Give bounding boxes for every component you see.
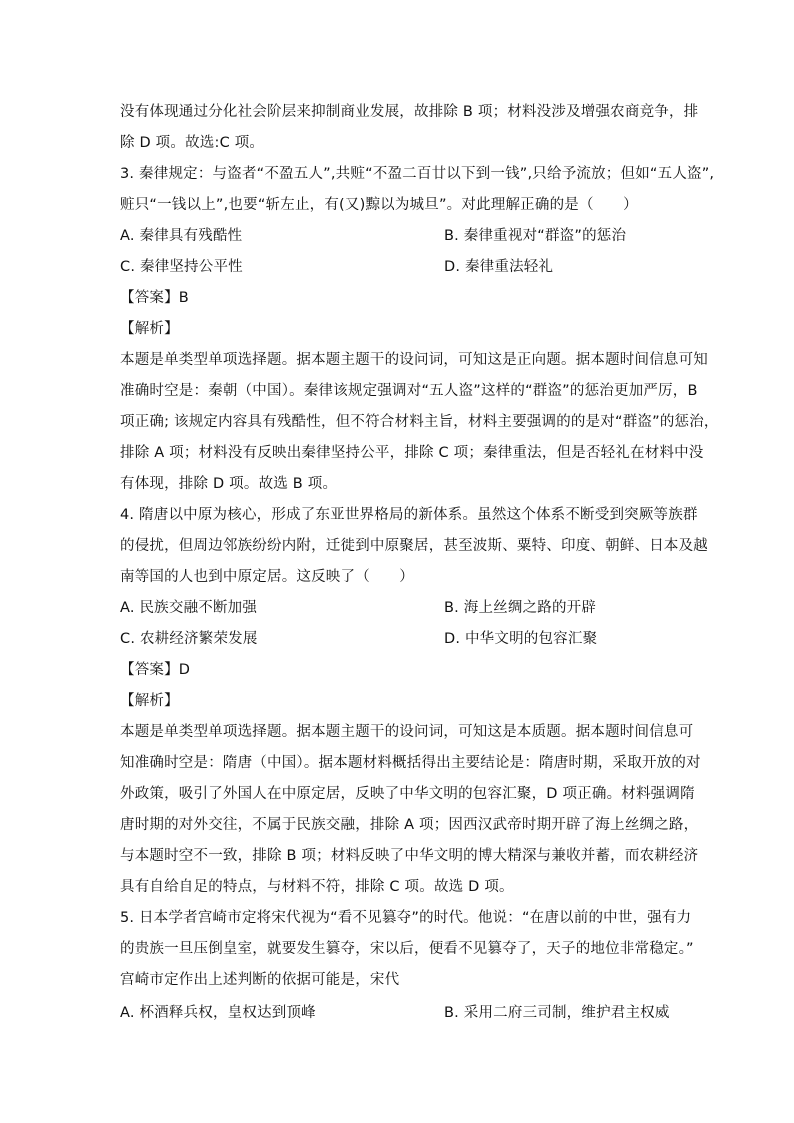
option-a: A. 秦律具有残酷性: [120, 228, 243, 244]
option-b: B. 采用二府三司制，维护君主权威: [444, 1005, 670, 1021]
analysis-text: 排除 A 项；材料没有反映出秦律坚持公平，排除 C 项；秦律重法，但是否轻礼在材料中没: [120, 445, 704, 461]
answer-label: 【答案】D: [120, 662, 191, 678]
analysis-text: 项正确; 该规定内容具有残酷性，但不符合材料主旨，材料主要强调的的是对“群盗”的惩治，: [120, 414, 719, 430]
analysis-text: 准确时空是：秦朝（中国）。秦律该规定强调对“五人盗”这样的“群盗”的惩治更加严厉，B: [120, 383, 698, 399]
analysis-text: 与本题时空不一致，排除 B 项；材料反映了中华文明的博大精深与兼收并蓄，而农耕经济: [120, 848, 699, 864]
question-5-stem: 的贵族一旦压倒皇室，就要发生篡夺，宋以后，便看不见篡夺了，天子的地位非常稳定。”: [120, 941, 694, 957]
text-line: 除 D 项。故选:C 项。: [120, 135, 265, 151]
question-5-stem: 5. 日本学者宫崎市定将宋代视为“看不见篡夺”的时代。他说：“在唐以前的中世，强有力: [120, 910, 692, 926]
option-d: D. 中华文明的包容汇聚: [444, 631, 598, 647]
option-b: B. 秦律重视对“群盗”的惩治: [444, 228, 627, 244]
option-d: D. 秦律重法轻礼: [444, 259, 554, 275]
analysis-text: 具有自给自足的特点，与材料不符，排除 C 项。故选 D 项。: [120, 879, 514, 895]
analysis-text: 本题是单类型单项选择题。据本题主题干的设问词，可知这是正向题。据本题时间信息可知: [120, 352, 708, 368]
analysis-text: 有体现，排除 D 项。故选 B 项。: [120, 476, 338, 492]
question-3-stem: 3. 秦律规定：与盗者“不盈五人”,共赃“不盈二百廿以下到一钱”,只给予流放；但如“五人盗”,: [120, 166, 715, 182]
analysis-label: 【解析】: [120, 321, 179, 337]
question-4-stem: 4. 隋唐以中原为核心，形成了东亚世界格局的新体系。虽然这个体系不断受到突厥等族群: [120, 507, 698, 523]
option-a: A. 民族交融不断加强: [120, 600, 258, 616]
question-4-stem: 南等国的人也到中原定居。这反映了（ ）: [120, 569, 414, 585]
option-c: C. 秦律坚持公平性: [120, 259, 243, 275]
analysis-text: 本题是单类型单项选择题。据本题主题干的设问词，可知这是本质题。据本题时间信息可: [120, 724, 694, 740]
analysis-label: 【解析】: [120, 693, 179, 709]
question-4-stem: 的侵扰，但周边邻族纷纷内附，迁徙到中原聚居，甚至波斯、粟特、印度、朝鲜、日本及越: [120, 538, 708, 554]
analysis-text: 外政策，吸引了外国人在中原定居，反映了中华文明的包容汇聚，D 项正确。材料强调隋: [120, 786, 695, 802]
option-b: B. 海上丝绸之路的开辟: [444, 600, 597, 616]
text-line: 没有体现通过分化社会阶层来抑制商业发展，故排除 B 项；材料没涉及增强农商竞争，排: [120, 104, 699, 120]
answer-label: 【答案】B: [120, 290, 189, 306]
option-c: C. 农耕经济繁荣发展: [120, 631, 258, 647]
question-3-stem: 赃只“一钱以上”,也要“斩左止，有(又)黥以为城旦”。对此理解正确的是（ ）: [120, 197, 638, 213]
analysis-text: 唐时期的对外交往，不属于民族交融，排除 A 项；因西汉武帝时期开辟了海上丝绸之路，: [120, 817, 699, 833]
question-5-stem: 宫崎市定作出上述判断的依据可能是，宋代: [120, 972, 400, 988]
analysis-text: 知准确时空是：隋唐（中国）。据本题材料概括得出主要结论是：隋唐时期，采取开放的对: [120, 755, 701, 771]
option-a: A. 杯酒释兵权，皇权达到顶峰: [120, 1005, 316, 1021]
